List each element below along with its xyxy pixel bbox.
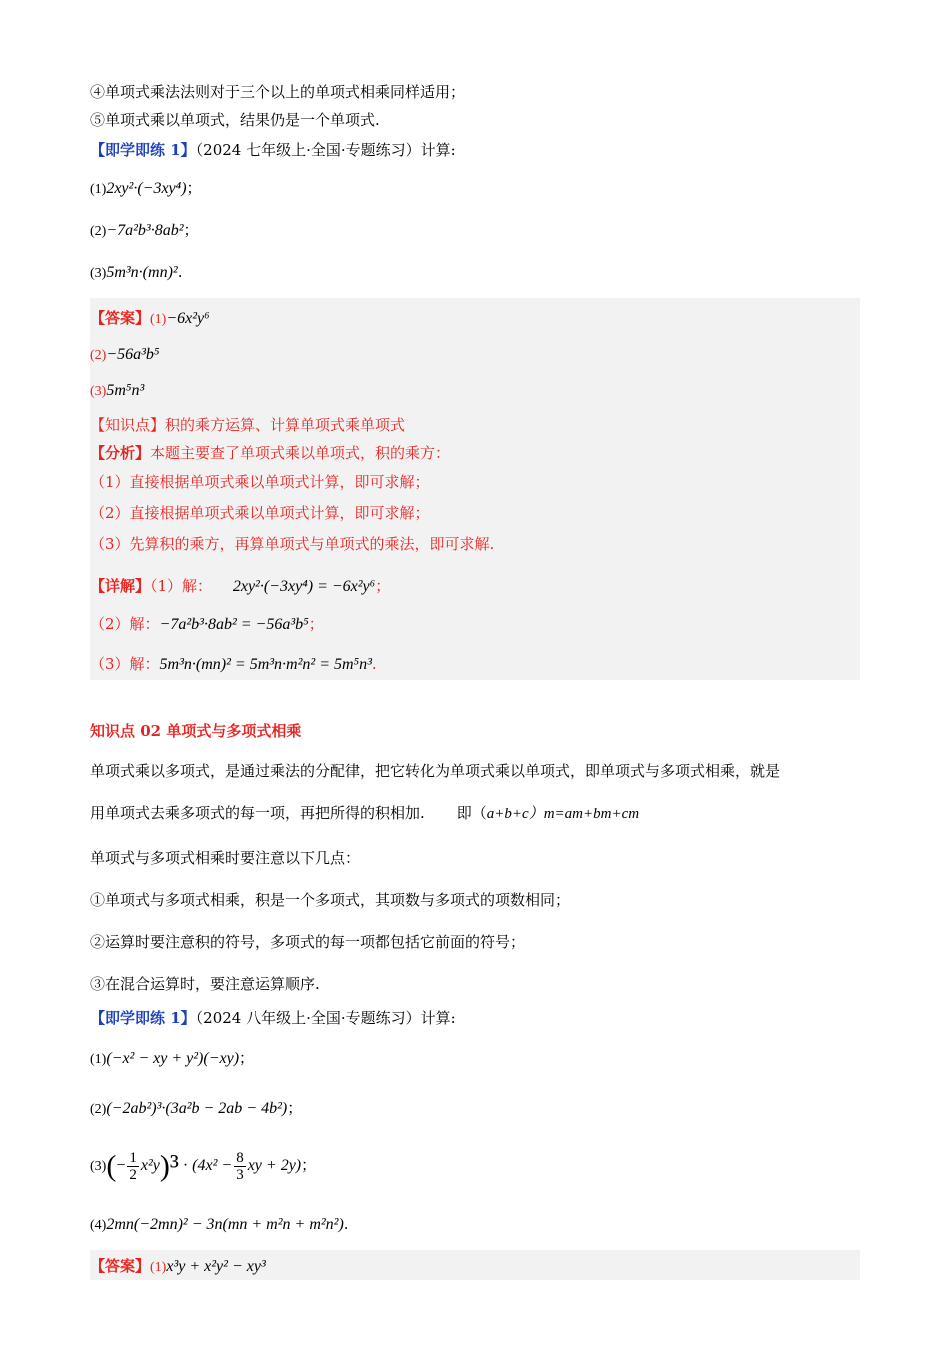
answer-3: (3)5m⁵n³ — [90, 382, 145, 399]
practice-tag: 【即学即练 1】 — [90, 141, 196, 159]
math-expression: 5m³n·(mn)² — [106, 264, 178, 281]
math-expression: −7a²b³·8ab² = −56a³b⁵ — [159, 616, 309, 633]
detail-2: （2）解：−7a²b³·8ab² = −56a³b⁵； — [90, 615, 324, 633]
math-expression: −6x²y⁶ — [166, 310, 210, 327]
section-rule-1: ①单项式与多项式相乘，积是一个多项式，其项数与多项式的项数相同； — [90, 891, 571, 909]
fraction: $\frac{1}{2}$ — [129, 1149, 137, 1183]
math-expression: −56a³b⁵ — [106, 346, 160, 363]
answer-tag: 【答案】 — [90, 309, 151, 327]
analysis-tag: 【分析】 — [90, 444, 151, 462]
math-expression: (−x² − xy + y²)(−xy) — [106, 1050, 240, 1067]
math-expression: x³y + x²y² − xy³ — [166, 1258, 266, 1275]
detail-1: 【详解】（1）解： 2xy²·(−3xy⁴) = −6x²y⁶； — [90, 577, 391, 595]
section-title: 知识点 02 单项式与多项式相乘 — [90, 722, 302, 740]
rule-5: ⑤单项式乘以单项式，结果仍是一个单项式. — [90, 111, 380, 129]
math-expression: 5m³n·(mn)² = 5m³n·m²n² = 5m⁵n³ — [159, 656, 372, 673]
detail-3: （3）解：5m³n·(mn)² = 5m³n·m²n² = 5m⁵n³. — [90, 655, 377, 673]
section-para-3: 单项式与多项式相乘时要注意以下几点： — [90, 849, 361, 867]
math-expression: 2xy²·(−3xy⁴) = −6x²y⁶ — [232, 578, 376, 595]
math-expression: 2xy²·(−3xy⁴) — [106, 180, 187, 197]
section-para-2: 用单项式去乘多项式的每一项，再把所得的积相加. 即（a+b+c）m=am+bm+cm — [90, 804, 640, 822]
practice-1-item-3: (3)5m³n·(mn)². — [90, 263, 183, 281]
analysis-step-2: （2）直接根据单项式乘以单项式计算，即可求解； — [90, 504, 430, 522]
practice-2-header — [90, 1008, 456, 1028]
fraction: $\frac{8}{3}$ — [236, 1149, 244, 1183]
distributive-formula: a+b+c）m=am+bm+cm — [486, 806, 640, 822]
practice-2-item-3: (3)(− $\frac{1}{2}$ x²y)³ · (4x² − $\frac{8}{3}$ xy + 2y)； — [90, 1149, 317, 1183]
answer-1: 【答案】(1)−6x²y⁶ — [90, 309, 210, 327]
answer-2: (2)−56a³b⁵ — [90, 346, 160, 363]
practice-tag: 【即学即练 1】 — [90, 1009, 196, 1027]
math-expression: 5m⁵n³ — [106, 382, 145, 399]
practice-2-item-1: (1)(−x² − xy + y²)(−xy)； — [90, 1049, 255, 1067]
section-para-1: 单项式乘以多项式，是通过乘法的分配律，把它转化为单项式乘以单项式，即单项式与多项式相乘，就是 — [90, 762, 781, 780]
knowledge-tag: 【知识点】 — [90, 416, 166, 434]
practice-2-answer: 【答案】(1)x³y + x²y² − xy³ — [90, 1257, 266, 1275]
practice-2-item-2: (2)(−2ab²)³·(3a²b − 2ab − 4b²)； — [90, 1099, 303, 1117]
practice-source: （2024 八年级上·全国·专题练习）计算: — [195, 1009, 456, 1027]
math-expression: −7a²b³·8ab² — [106, 222, 184, 239]
math-expression: (−2ab²)³·(3a²b − 2ab − 4b²) — [106, 1100, 288, 1117]
practice-2-item-4: (4)2mn(−2mn)² − 3n(mn + m²n + m²n²). — [90, 1215, 349, 1233]
section-rule-2: ②运算时要注意积的符号，多项式的每一项都包括它前面的符号； — [90, 933, 526, 951]
analysis-step-3: （3）先算积的乘方，再算单项式与单项式的乘法，即可求解. — [90, 535, 495, 553]
math-expression: 2mn(−2mn)² − 3n(mn + m²n + m²n²) — [106, 1216, 344, 1233]
knowledge-point: 【知识点】积的乘方运算、计算单项式乘单项式 — [90, 416, 406, 434]
detail-tag: 【详解】 — [90, 577, 151, 595]
analysis-step-1: （1）直接根据单项式乘以单项式计算，即可求解； — [90, 473, 430, 491]
math-expression: (− $\frac{1}{2}$ x²y)³ · (4x² − $\frac{8}{3}$ xy + 2y) — [106, 1149, 302, 1183]
rule-4: ④单项式乘法法则对于三个以上的单项式相乘同样适用； — [90, 83, 466, 101]
practice-1-header — [90, 140, 456, 160]
practice-source: （2024 七年级上·全国·专题练习）计算: — [195, 141, 456, 159]
analysis: 【分析】本题主要查了单项式乘以单项式，积的乘方： — [90, 444, 451, 462]
section-rule-3: ③在混合运算时，要注意运算顺序. — [90, 975, 320, 993]
practice-1-item-2: (2)−7a²b³·8ab²； — [90, 221, 199, 239]
practice-1-item-1: (1)2xy²·(−3xy⁴)； — [90, 179, 202, 197]
answer-tag: 【答案】 — [90, 1257, 151, 1275]
